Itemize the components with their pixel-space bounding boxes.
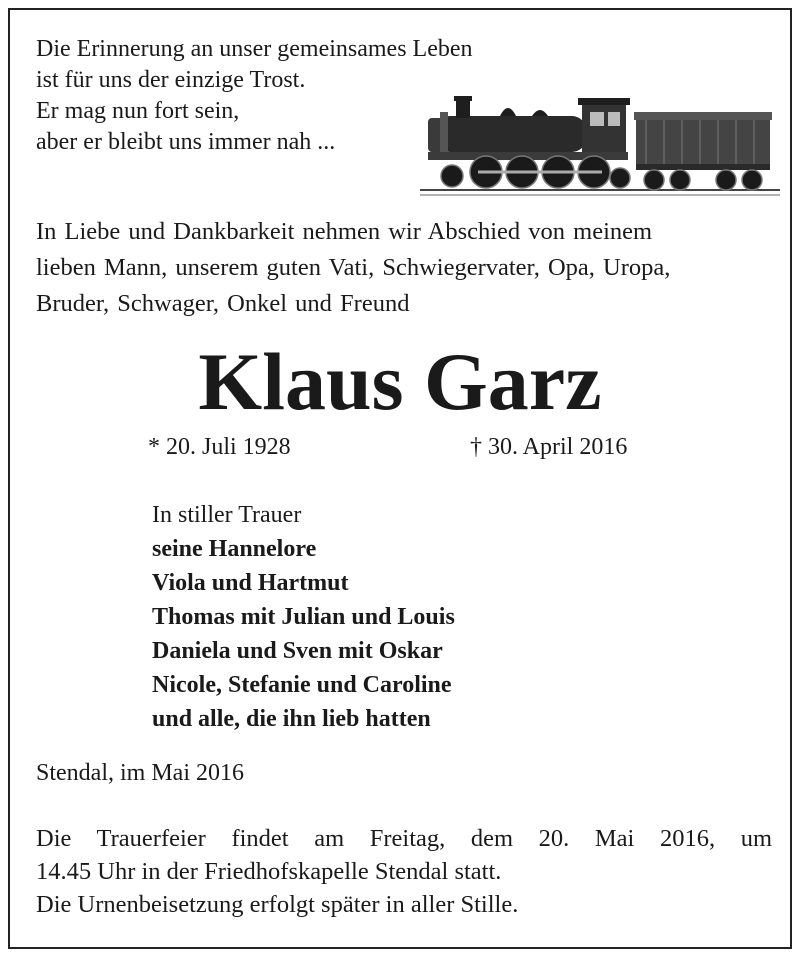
place-and-date: Stendal, im Mai 2016 bbox=[36, 760, 244, 786]
mourner-name: und alle, die ihn lieb hatten bbox=[152, 706, 431, 732]
poem-line: aber er bleibt uns immer nah ... bbox=[36, 129, 336, 155]
obituary-notice bbox=[8, 8, 792, 949]
notice-line: Die Urnenbeisetzung erfolgt später in aller Stille. bbox=[36, 891, 519, 918]
mourner-name: seine Hannelore bbox=[152, 536, 317, 562]
notice-line: Die Trauerfeier findet am Freitag, dem 20. Mai 2016, um bbox=[36, 825, 772, 852]
funeral-notice bbox=[36, 822, 772, 921]
mourner-name: Viola und Hartmut bbox=[152, 570, 349, 596]
mourner-name: Nicole, Stefanie und Caroline bbox=[152, 672, 452, 698]
death-date: † 30. April 2016 bbox=[470, 434, 628, 460]
intro-line: In Liebe und Dankbarkeit nehmen wir Abschied von meinem bbox=[36, 218, 653, 245]
memorial-poem bbox=[36, 34, 473, 158]
steam-locomotive-icon bbox=[414, 72, 784, 200]
intro-line: Bruder, Schwager, Onkel und Freund bbox=[36, 290, 410, 317]
deceased-name: Klaus Garz bbox=[198, 336, 602, 427]
notice-line: 14.45 Uhr in der Friedhofskapelle Stendal statt. bbox=[36, 858, 502, 885]
poem-line: Er mag nun fort sein, bbox=[36, 98, 240, 124]
birth-date: * 20. Juli 1928 bbox=[148, 434, 291, 460]
poem-line: ist für uns der einzige Trost. bbox=[36, 67, 306, 93]
mourners-intro: In stiller Trauer bbox=[152, 502, 302, 528]
mourner-name: Thomas mit Julian und Louis bbox=[152, 604, 455, 630]
farewell-intro bbox=[36, 214, 776, 322]
mourner-name: Daniela und Sven mit Oskar bbox=[152, 638, 443, 664]
mourners-list bbox=[152, 498, 455, 736]
intro-line: lieben Mann, unserem guten Vati, Schwiegervater, Opa, Uropa, bbox=[36, 254, 671, 281]
poem-line: Die Erinnerung an unser gemeinsames Leben bbox=[36, 36, 473, 62]
